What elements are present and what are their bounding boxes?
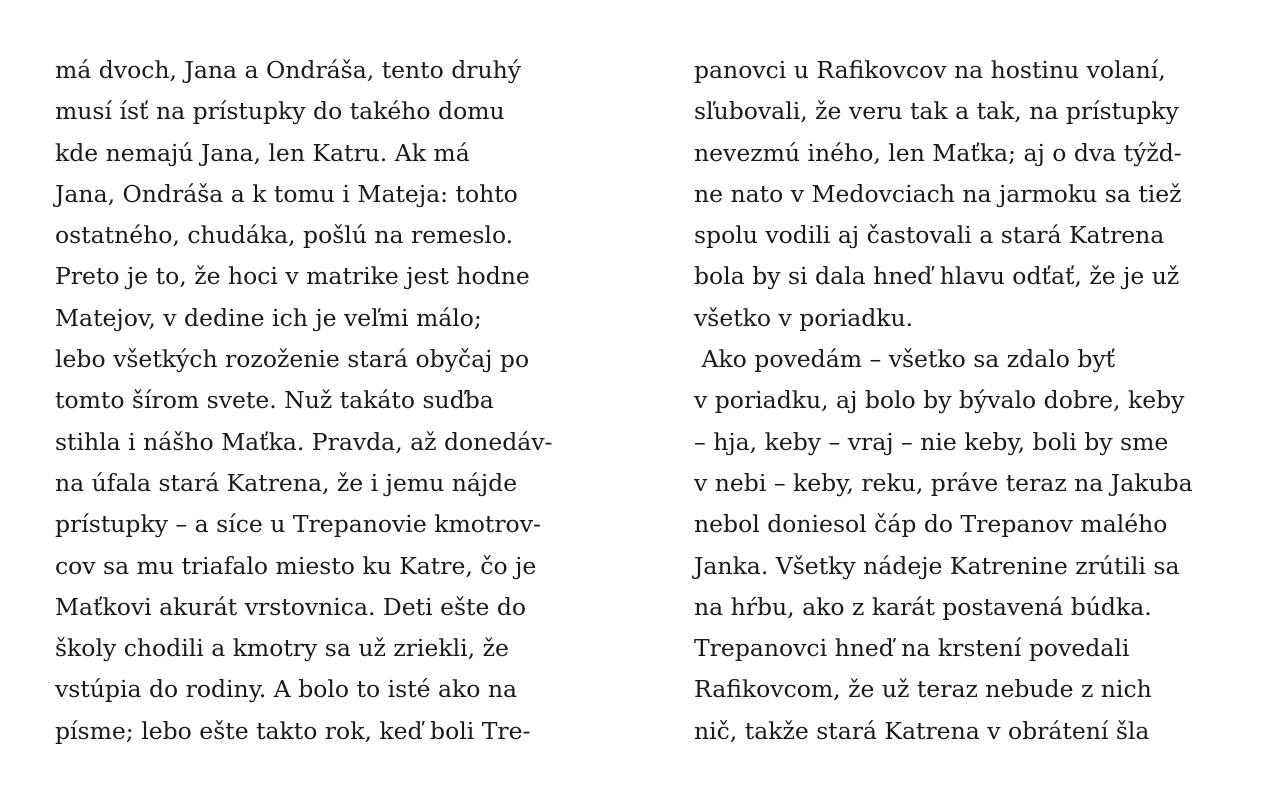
text-line: nevezmú iného, len Maťka; aj o dva týžd- <box>694 138 1182 167</box>
text-line: stihla i nášho Maťka. Pravda, až donedáv- <box>55 427 553 456</box>
text-line: vstúpia do rodiny. A bolo to isté ako na <box>55 675 518 704</box>
text-line: tomto šírom svete. Nuž takáto suďba <box>55 386 494 415</box>
text-line: má dvoch, Jana a Ondráša, tento druhý <box>55 56 522 84</box>
text-line: Maťkovi akurát vrstovnica. Deti ešte do <box>55 592 527 621</box>
text-line: kde nemajú Jana, len Katru. Ak má <box>55 138 470 167</box>
text-line: lebo všetkých rozoženie stará obyčaj po <box>55 345 530 374</box>
text-line: musí ísť na prístupky do takého domu <box>55 97 505 126</box>
text-line: v nebi – keby, reku, práve teraz na Jakuba <box>694 468 1193 497</box>
text-line: sľubovali, že veru tak a tak, na prístupky <box>694 97 1179 126</box>
text-line: spolu vodili aj častovali a stará Katrena <box>694 221 1165 250</box>
right-text-column <box>694 50 1254 752</box>
text-line: školy chodili a kmotry sa už zriekli, že <box>55 634 509 663</box>
text-line: prístupky – a síce u Trepanovie kmotrov- <box>55 510 541 539</box>
text-line: bola by si dala hneď hlavu odťať, že je už <box>694 262 1180 291</box>
text-line: Jana, Ondráša a k tomu i Mateja: tohto <box>55 179 518 208</box>
text-line: – hja, keby – vraj – nie keby, boli by sme <box>694 427 1169 456</box>
text-line: v poriadku, aj bolo by bývalo dobre, keby <box>694 386 1185 415</box>
left-text-column <box>55 50 615 752</box>
text-line: na úfala stará Katrena, že i jemu nájde <box>55 468 518 497</box>
text-line: Rafikovcom, že už teraz nebude z nich <box>694 675 1152 704</box>
text-line: nebol doniesol čáp do Trepanov malého <box>694 510 1168 539</box>
text-line: Ako povedám – všetko sa zdalo byť <box>694 345 1116 374</box>
text-line: Janka. Všetky nádeje Katrenine zrútili sa <box>694 551 1180 580</box>
text-line: ostatného, chudáka, pošlú na remeslo. <box>55 221 514 250</box>
text-line: Trepanovci hneď na krstení povedali <box>694 634 1130 663</box>
text-line: Preto je to, že hoci v matrike jest hodne <box>55 262 530 291</box>
text-line: písme; lebo ešte takto rok, keď boli Tre- <box>55 716 531 745</box>
text-line: na hŕbu, ako z karát postavená búdka. <box>694 592 1152 621</box>
text-line: ne nato v Medovciach na jarmoku sa tiež <box>694 179 1182 208</box>
text-line: nič, takže stará Katrena v obrátení šla <box>694 716 1150 745</box>
text-line: Matejov, v dedine ich je veľmi málo; <box>55 303 482 332</box>
text-line: všetko v poriadku. <box>694 303 914 332</box>
text-line: panovci u Rafikovcov na hostinu volaní, <box>694 56 1166 84</box>
text-line: cov sa mu triafalo miesto ku Katre, čo je <box>55 551 537 580</box>
